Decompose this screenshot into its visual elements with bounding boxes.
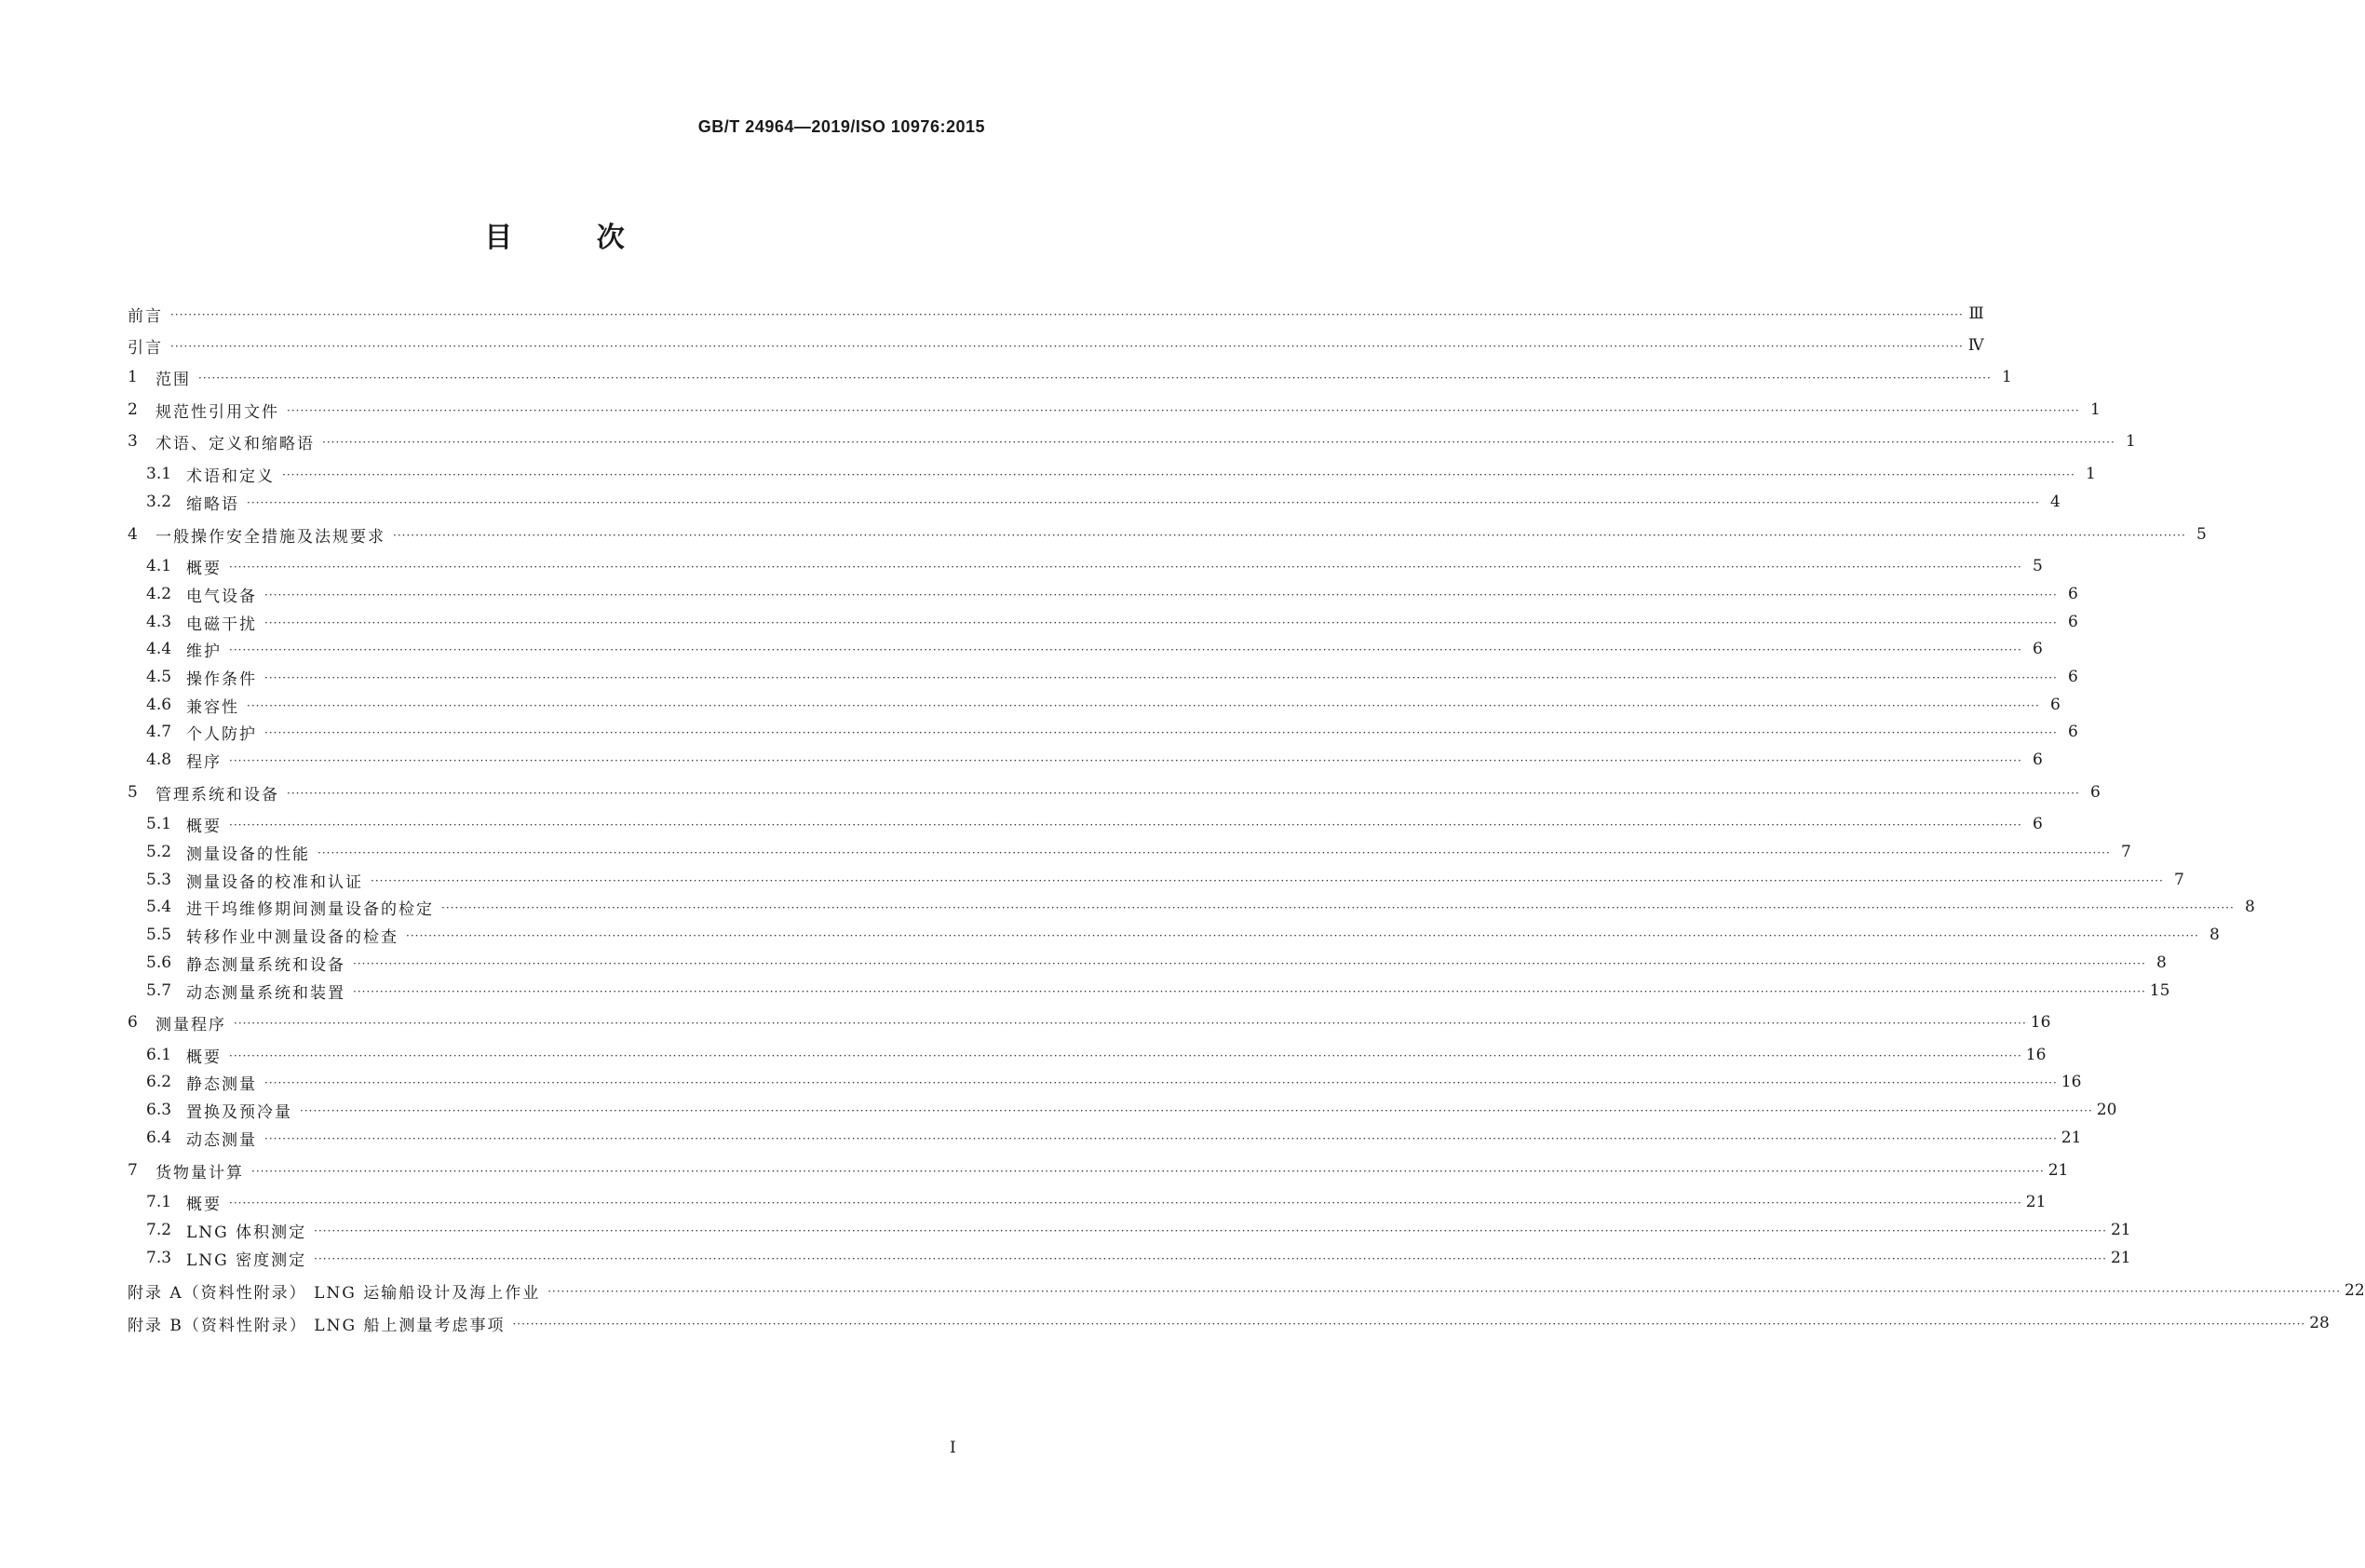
toc-entry[interactable] <box>128 1218 2131 1242</box>
toc-entry-page: 6 <box>2067 723 2078 741</box>
toc-entry-number: 5.4 <box>146 898 172 916</box>
toc-entry-page: 6 <box>2067 613 2078 631</box>
toc-leader-dots: ················································································································································································································································································································································································································ <box>247 699 2040 712</box>
toc-entry-label: 附录 B（资料性附录） LNG 船上测量考虑事项 <box>128 1316 506 1335</box>
toc-entry-number: 7.1 <box>146 1193 172 1211</box>
toc-entry-number: 6.2 <box>146 1073 172 1091</box>
toc-entry[interactable] <box>128 1246 2131 1270</box>
toc-entry-page: 6 <box>2067 585 2078 603</box>
toc-entry-label: 动态测量 <box>186 1130 257 1150</box>
toc-entry-label: 程序 <box>186 752 222 772</box>
toc-leader-dots: ················································································································································································································································································································································································································ <box>198 372 1992 385</box>
toc-entry[interactable] <box>128 554 2043 578</box>
toc-entry-label: 置换及预冷量 <box>186 1102 292 1122</box>
toc-leader-dots: ················································································································································································································································································································································································································ <box>170 340 1964 353</box>
toc-entry-label: 前言 <box>128 306 163 326</box>
toc-entry-page: 21 <box>2061 1129 2082 1147</box>
toc-entry[interactable] <box>128 462 2096 486</box>
toc-entry[interactable] <box>128 840 2131 864</box>
toc-entry-label: LNG 体积测定 <box>186 1223 307 1242</box>
toc-leader-dots: ················································································································································································································································································································································································································ <box>287 787 2080 800</box>
toc-entry-label: 测量程序 <box>155 1015 226 1034</box>
toc-leader-dots: ················································································································································································································································································································································································································ <box>229 1049 2022 1062</box>
standard-code: GB/T 24964—2019/ISO 10976:2015 <box>697 117 985 136</box>
toc-entry-number: 7.2 <box>146 1221 172 1239</box>
toc-entry-label: 缩略语 <box>186 494 239 514</box>
toc-leader-dots: ················································································································································································································································································································································································································ <box>251 1165 2045 1178</box>
toc-entry-page: 16 <box>2025 1046 2047 1064</box>
toc-entry-label: 术语和定义 <box>186 466 275 486</box>
toc-entry-label: 规范性引用文件 <box>155 402 279 422</box>
toc-entry-page: 21 <box>2025 1193 2047 1211</box>
toc-leader-dots: ················································································································································································································································································································································································································ <box>314 1252 2107 1265</box>
toc-entry[interactable] <box>128 951 2167 975</box>
toc-entry-number: 7 <box>128 1161 138 1180</box>
toc-entry-page: 1 <box>2089 400 2101 419</box>
toc-entry-number: 5.1 <box>146 815 172 833</box>
toc-entry-page: 21 <box>2110 1249 2131 1267</box>
toc-leader-dots: ················································································································································································································································································································································································································ <box>247 496 2040 509</box>
toc-entry-label: 进干坞维修期间测量设备的检定 <box>186 899 434 919</box>
toc-entry-page: 22 <box>2345 1281 2365 1300</box>
toc-leader-dots: ················································································································································································································································································································································································································ <box>234 1017 2027 1030</box>
toc-entry[interactable] <box>128 582 2078 606</box>
toc-entry-page: 8 <box>2156 953 2167 972</box>
toc-entry-label: 电磁干扰 <box>186 615 257 634</box>
toc-entry-label: 术语、定义和缩略语 <box>155 434 315 453</box>
toc-entry-page: 6 <box>2089 783 2101 802</box>
toc-entry[interactable] <box>128 333 1984 358</box>
toc-entry-label: 操作条件 <box>186 669 257 689</box>
toc-entry-page: 16 <box>2061 1073 2082 1091</box>
toc-entry-label: 转移作业中测量设备的检查 <box>186 927 399 947</box>
toc-entry-number: 4.5 <box>146 668 172 686</box>
toc-entry-number: 4.7 <box>146 723 172 741</box>
toc-entry-label: 测量设备的校准和认证 <box>186 872 363 892</box>
toc-entry[interactable] <box>128 1311 2330 1335</box>
toc-leader-dots: ················································································································································································································································································································································································································ <box>264 1132 2058 1145</box>
toc-entry-page: 1 <box>2125 432 2136 451</box>
toc-leader-dots: ················································································································································································································································································································································································································ <box>229 561 2022 574</box>
toc-leader-dots: ················································································································································································································································································································································································································ <box>264 726 2058 739</box>
toc-entry-number: 6 <box>128 1013 138 1032</box>
toc-entry[interactable] <box>128 429 2136 453</box>
toc-entry-page: 21 <box>2110 1221 2131 1239</box>
toc-entry[interactable] <box>128 868 2184 892</box>
toc-entry[interactable] <box>128 365 2012 389</box>
toc-entry-page: 6 <box>2032 815 2043 833</box>
toc-entry-number: 3 <box>128 432 138 451</box>
toc-entry-number: 5.3 <box>146 871 172 889</box>
toc-leader-dots: ················································································································································································································································································································································································································ <box>264 616 2058 629</box>
toc-entry-label: 静态测量系统和设备 <box>186 955 345 975</box>
toc-entry-page: 8 <box>2209 926 2220 944</box>
toc-entry[interactable] <box>128 637 2043 661</box>
toc-entry[interactable] <box>128 302 1984 326</box>
toc-entry-number: 4.1 <box>146 557 172 575</box>
toc-entry[interactable] <box>128 1010 2051 1034</box>
toc-entry-label: 概要 <box>186 1048 222 1067</box>
toc-entry[interactable] <box>128 610 2078 634</box>
toc-entry-page: 21 <box>2047 1161 2069 1180</box>
toc-entry[interactable] <box>128 522 2207 547</box>
toc-leader-dots: ················································································································································································································································································································································································································ <box>264 671 2058 684</box>
toc-entry-page: 5 <box>2196 525 2207 544</box>
toc-entry[interactable] <box>128 1070 2082 1094</box>
toc-entry-page: 1 <box>2085 465 2096 483</box>
toc-entry-number: 6.1 <box>146 1046 172 1064</box>
toc-entry-number: 6.3 <box>146 1101 172 1119</box>
toc-leader-dots: ················································································································································································································································································································································································································ <box>322 436 2115 449</box>
toc-entry-page: 1 <box>2001 368 2012 386</box>
toc-entry[interactable] <box>128 812 2043 836</box>
toc-leader-dots: ················································································································································································································································································································································································································ <box>264 588 2058 602</box>
toc-leader-dots: ················································································································································································································································································································································································································ <box>353 957 2146 970</box>
page-number: I <box>950 1439 956 1457</box>
toc-entry-number: 5 <box>128 783 138 802</box>
toc-entry-page: 7 <box>2173 871 2184 889</box>
toc-leader-dots: ················································································································································································································································································································································································································ <box>282 468 2075 481</box>
toc-entry-label: 维护 <box>186 642 222 661</box>
toc-entry-number: 5.7 <box>146 981 172 1000</box>
toc-entry[interactable] <box>128 748 2043 772</box>
toc-entry-number: 7.3 <box>146 1249 172 1267</box>
toc-entry-number: 4.4 <box>146 640 172 658</box>
toc-entry[interactable] <box>128 1278 2365 1303</box>
toc-leader-dots: ················································································································································································································································································································································································································ <box>512 1318 2306 1331</box>
toc-entry-page: 6 <box>2032 750 2043 769</box>
toc-entry-label: 附录 A（资料性附录） LNG 运输船设计及海上作业 <box>128 1283 541 1303</box>
toc-entry-label: 概要 <box>186 817 222 836</box>
toc-entry[interactable] <box>128 923 2220 947</box>
toc-entry-number: 5.6 <box>146 953 172 972</box>
toc-entry-number: 4.3 <box>146 613 172 631</box>
toc-entry-page: 28 <box>2309 1314 2330 1332</box>
toc-entry-page: 8 <box>2244 898 2255 916</box>
toc-entry-page: 6 <box>2032 640 2043 658</box>
toc-leader-dots: ················································································································································································································································································································································································································ <box>229 643 2022 656</box>
toc-entry-number: 4.6 <box>146 696 172 714</box>
toc-entry-page: Ⅲ <box>1968 304 1984 323</box>
toc-entry-number: 6.4 <box>146 1129 172 1147</box>
toc-leader-dots: ················································································································································································································································································································································································································ <box>393 529 2186 542</box>
toc-entry-label: 管理系统和设备 <box>155 785 279 804</box>
toc-leader-dots: ················································································································································································································································································································································································································ <box>170 308 1964 321</box>
toc-entry-label: 概要 <box>186 1195 222 1214</box>
toc-entry-label: 货物量计算 <box>155 1163 244 1183</box>
toc-entry-page: 15 <box>2149 981 2170 1000</box>
toc-entry[interactable] <box>128 720 2078 744</box>
toc-entry-page: 20 <box>2096 1101 2117 1119</box>
toc-entry[interactable] <box>128 693 2061 717</box>
toc-entry-label: 静态测量 <box>186 1075 257 1094</box>
toc-entry[interactable] <box>128 1158 2069 1183</box>
toc-entry[interactable] <box>128 979 2170 1003</box>
toc-entry-label: 范围 <box>155 370 191 389</box>
toc-leader-dots: ················································································································································································································································································································································································································ <box>547 1285 2342 1298</box>
toc-leader-dots: ················································································································································································································································································································································································································ <box>353 985 2146 998</box>
toc-entry[interactable] <box>128 895 2255 919</box>
toc-entry-label: 电气设备 <box>186 587 257 606</box>
toc-leader-dots: ················································································································································································································································································································································································································ <box>406 929 2199 942</box>
toc-entry-page: Ⅳ <box>1967 336 1984 355</box>
toc-entry[interactable] <box>128 490 2061 514</box>
toc-leader-dots: ················································································································································································································································································································································································································ <box>314 1224 2107 1237</box>
toc-entry-page: 6 <box>2049 696 2061 714</box>
toc-leader-dots: ················································································································································································································································································································································································································ <box>229 754 2022 767</box>
toc-entry-label: 个人防护 <box>186 724 257 744</box>
toc-entry-label: 兼容性 <box>186 697 239 717</box>
toc-leader-dots: ················································································································································································································································································································································································································ <box>264 1076 2058 1089</box>
toc-leader-dots: ················································································································································································································································································································································································································ <box>229 1196 2022 1210</box>
toc-leader-dots: ················································································································································································································································································································································································································ <box>229 818 2022 831</box>
toc-entry-number: 5.2 <box>146 843 172 861</box>
toc-leader-dots: ················································································································································································································································································································································································································ <box>318 846 2111 859</box>
toc-entry-label: LNG 密度测定 <box>186 1250 307 1270</box>
toc-leader-dots: ················································································································································································································································································································································································································ <box>300 1104 2093 1117</box>
toc-entry-label: 引言 <box>128 338 163 358</box>
toc-entry-number: 4 <box>128 525 138 544</box>
toc-entry-label: 动态测量系统和装置 <box>186 983 345 1003</box>
toc-entry-number: 4.8 <box>146 750 172 769</box>
toc-entry[interactable] <box>128 1043 2047 1067</box>
toc-entry-label: 概要 <box>186 559 222 578</box>
toc-entry[interactable] <box>128 1098 2117 1122</box>
toc-entry-number: 4.2 <box>146 585 172 603</box>
toc-leader-dots: ················································································································································································································································································································································································································ <box>287 404 2080 417</box>
toc-entry-number: 5.5 <box>146 926 172 944</box>
toc-entry[interactable] <box>128 665 2078 689</box>
toc-leader-dots: ················································································································································································································································································································································································································ <box>441 901 2235 914</box>
toc-leader-dots: ················································································································································································································································································································································································································ <box>371 874 2164 887</box>
toc-entry-page: 4 <box>2049 493 2061 511</box>
toc-entry-number: 2 <box>128 400 138 419</box>
toc-entry-page: 6 <box>2067 668 2078 686</box>
toc-entry[interactable] <box>128 1190 2047 1214</box>
toc-entry-label: 一般操作安全措施及法规要求 <box>155 527 385 547</box>
toc-entry-number: 3.1 <box>146 465 172 483</box>
toc-entry-number: 1 <box>128 368 138 386</box>
toc-entry[interactable] <box>128 398 2101 422</box>
toc-entry-number: 3.2 <box>146 493 172 511</box>
toc-entry-page: 5 <box>2032 557 2043 575</box>
page-title: 目 次 <box>484 222 662 254</box>
toc-entry-page: 16 <box>2030 1013 2051 1032</box>
toc-entry-label: 测量设备的性能 <box>186 845 310 864</box>
toc-entry[interactable] <box>128 1126 2082 1150</box>
toc-entry[interactable] <box>128 780 2101 804</box>
toc-entry-page: 7 <box>2120 843 2131 861</box>
